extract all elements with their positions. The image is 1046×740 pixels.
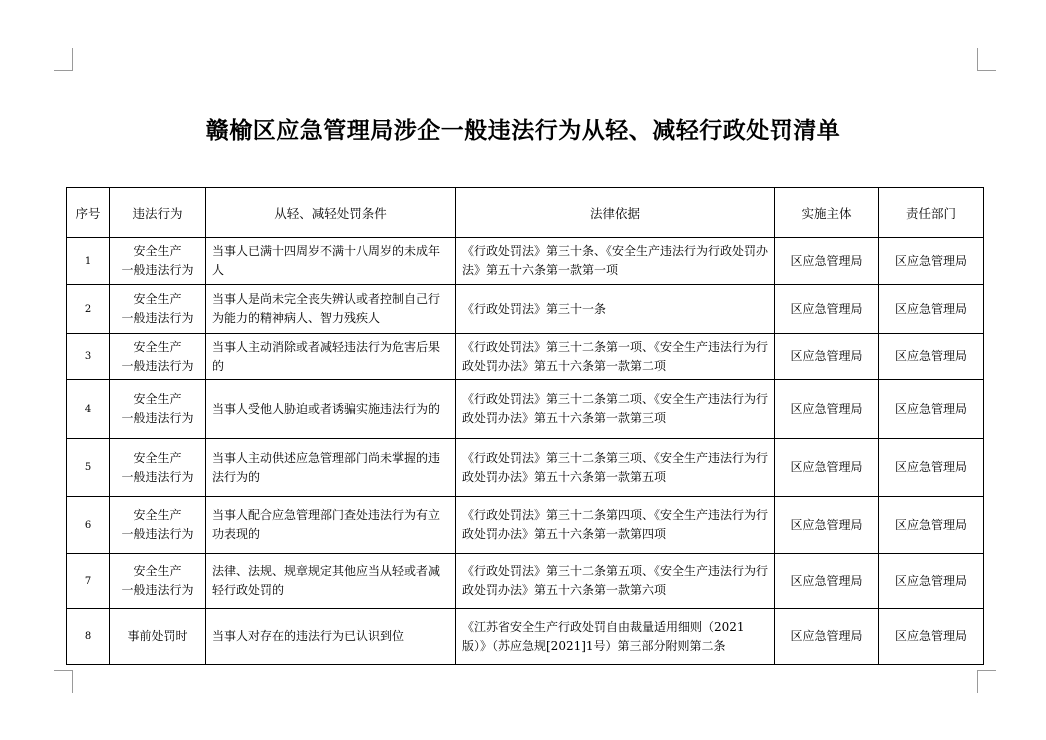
row-subject: 区应急管理局: [775, 238, 879, 285]
row-basis: 《行政处罚法》第三十二条第四项、《安全生产违法行为行政处罚办法》第五十六条第一款第四项: [456, 497, 775, 554]
row-condition: 当事人配合应急管理部门查处违法行为有立功表现的: [206, 497, 456, 554]
table-row: [67, 439, 984, 497]
row-dept: 区应急管理局: [879, 285, 984, 334]
row-behavior: 安全生产 一般违法行为: [110, 334, 206, 380]
row-number: 1: [67, 238, 110, 285]
table-row: [67, 609, 984, 665]
row-basis: 《行政处罚法》第三十二条第一项、《安全生产违法行为行政处罚办法》第五十六条第一款第二项: [456, 334, 775, 380]
row-behavior: 事前处罚时: [110, 609, 206, 665]
table-header-row: [67, 188, 984, 238]
row-basis: 《行政处罚法》第三十一条: [456, 285, 775, 334]
row-number: 4: [67, 380, 110, 439]
crop-mark-bottom-right: [977, 670, 996, 693]
table-row: [67, 497, 984, 554]
row-condition: 当事人受他人胁迫或者诱骗实施违法行为的: [206, 380, 456, 439]
row-dept: 区应急管理局: [879, 554, 984, 609]
row-number: 8: [67, 609, 110, 665]
document-title: 赣榆区应急管理局涉企一般违法行为从轻、减轻行政处罚清单: [205, 117, 841, 144]
row-dept: 区应急管理局: [879, 439, 984, 497]
header-no: 序号: [67, 188, 110, 238]
header-behavior: 违法行为: [110, 188, 206, 238]
row-dept: 区应急管理局: [879, 497, 984, 554]
row-dept: 区应急管理局: [879, 334, 984, 380]
table-row: [67, 334, 984, 380]
row-subject: 区应急管理局: [775, 380, 879, 439]
row-number: 6: [67, 497, 110, 554]
row-basis: 《行政处罚法》第三十二条第五项、《安全生产违法行为行政处罚办法》第五十六条第一款第六项: [456, 554, 775, 609]
table-row: [67, 285, 984, 334]
table-row: [67, 554, 984, 609]
penalty-list-table: [66, 187, 984, 665]
row-condition: 法律、法规、规章规定其他应当从轻或者减轻行政处罚的: [206, 554, 456, 609]
row-behavior: 安全生产 一般违法行为: [110, 497, 206, 554]
row-behavior: 安全生产 一般违法行为: [110, 238, 206, 285]
row-number: 3: [67, 334, 110, 380]
row-behavior: 安全生产 一般违法行为: [110, 554, 206, 609]
header-basis: 法律依据: [456, 188, 775, 238]
crop-mark-top-left: [54, 48, 73, 71]
row-subject: 区应急管理局: [775, 497, 879, 554]
header-subject: 实施主体: [775, 188, 879, 238]
row-condition: 当事人已满十四周岁不满十八周岁的未成年人: [206, 238, 456, 285]
row-subject: 区应急管理局: [775, 609, 879, 665]
row-number: 5: [67, 439, 110, 497]
row-behavior: 安全生产 一般违法行为: [110, 380, 206, 439]
row-condition: 当事人是尚未完全丧失辨认或者控制自己行为能力的精神病人、智力残疾人: [206, 285, 456, 334]
row-dept: 区应急管理局: [879, 380, 984, 439]
row-subject: 区应急管理局: [775, 334, 879, 380]
header-dept: 责任部门: [879, 188, 984, 238]
row-basis: 《行政处罚法》第三十二条第二项、《安全生产违法行为行政处罚办法》第五十六条第一款第三项: [456, 380, 775, 439]
header-condition: 从轻、减轻处罚条件: [206, 188, 456, 238]
crop-mark-bottom-left: [54, 670, 73, 693]
row-subject: 区应急管理局: [775, 439, 879, 497]
row-dept: 区应急管理局: [879, 238, 984, 285]
table-row: [67, 380, 984, 439]
row-basis: 《行政处罚法》第三十二条第三项、《安全生产违法行为行政处罚办法》第五十六条第一款第五项: [456, 439, 775, 497]
row-subject: 区应急管理局: [775, 554, 879, 609]
row-basis: 《行政处罚法》第三十条、《安全生产违法行为行政处罚办法》第五十六条第一款第一项: [456, 238, 775, 285]
row-behavior: 安全生产 一般违法行为: [110, 285, 206, 334]
row-subject: 区应急管理局: [775, 285, 879, 334]
row-condition: 当事人对存在的违法行为已认识到位: [206, 609, 456, 665]
row-basis: 《江苏省安全生产行政处罚自由裁量适用细则（2021版）》（苏应急规[2021]1号）第三部分附则第二条: [456, 609, 775, 665]
row-number: 7: [67, 554, 110, 609]
crop-mark-top-right: [977, 48, 996, 71]
row-dept: 区应急管理局: [879, 609, 984, 665]
row-condition: 当事人主动消除或者减轻违法行为危害后果的: [206, 334, 456, 380]
row-number: 2: [67, 285, 110, 334]
row-condition: 当事人主动供述应急管理部门尚未掌握的违法行为的: [206, 439, 456, 497]
row-behavior: 安全生产 一般违法行为: [110, 439, 206, 497]
table-row: [67, 238, 984, 285]
